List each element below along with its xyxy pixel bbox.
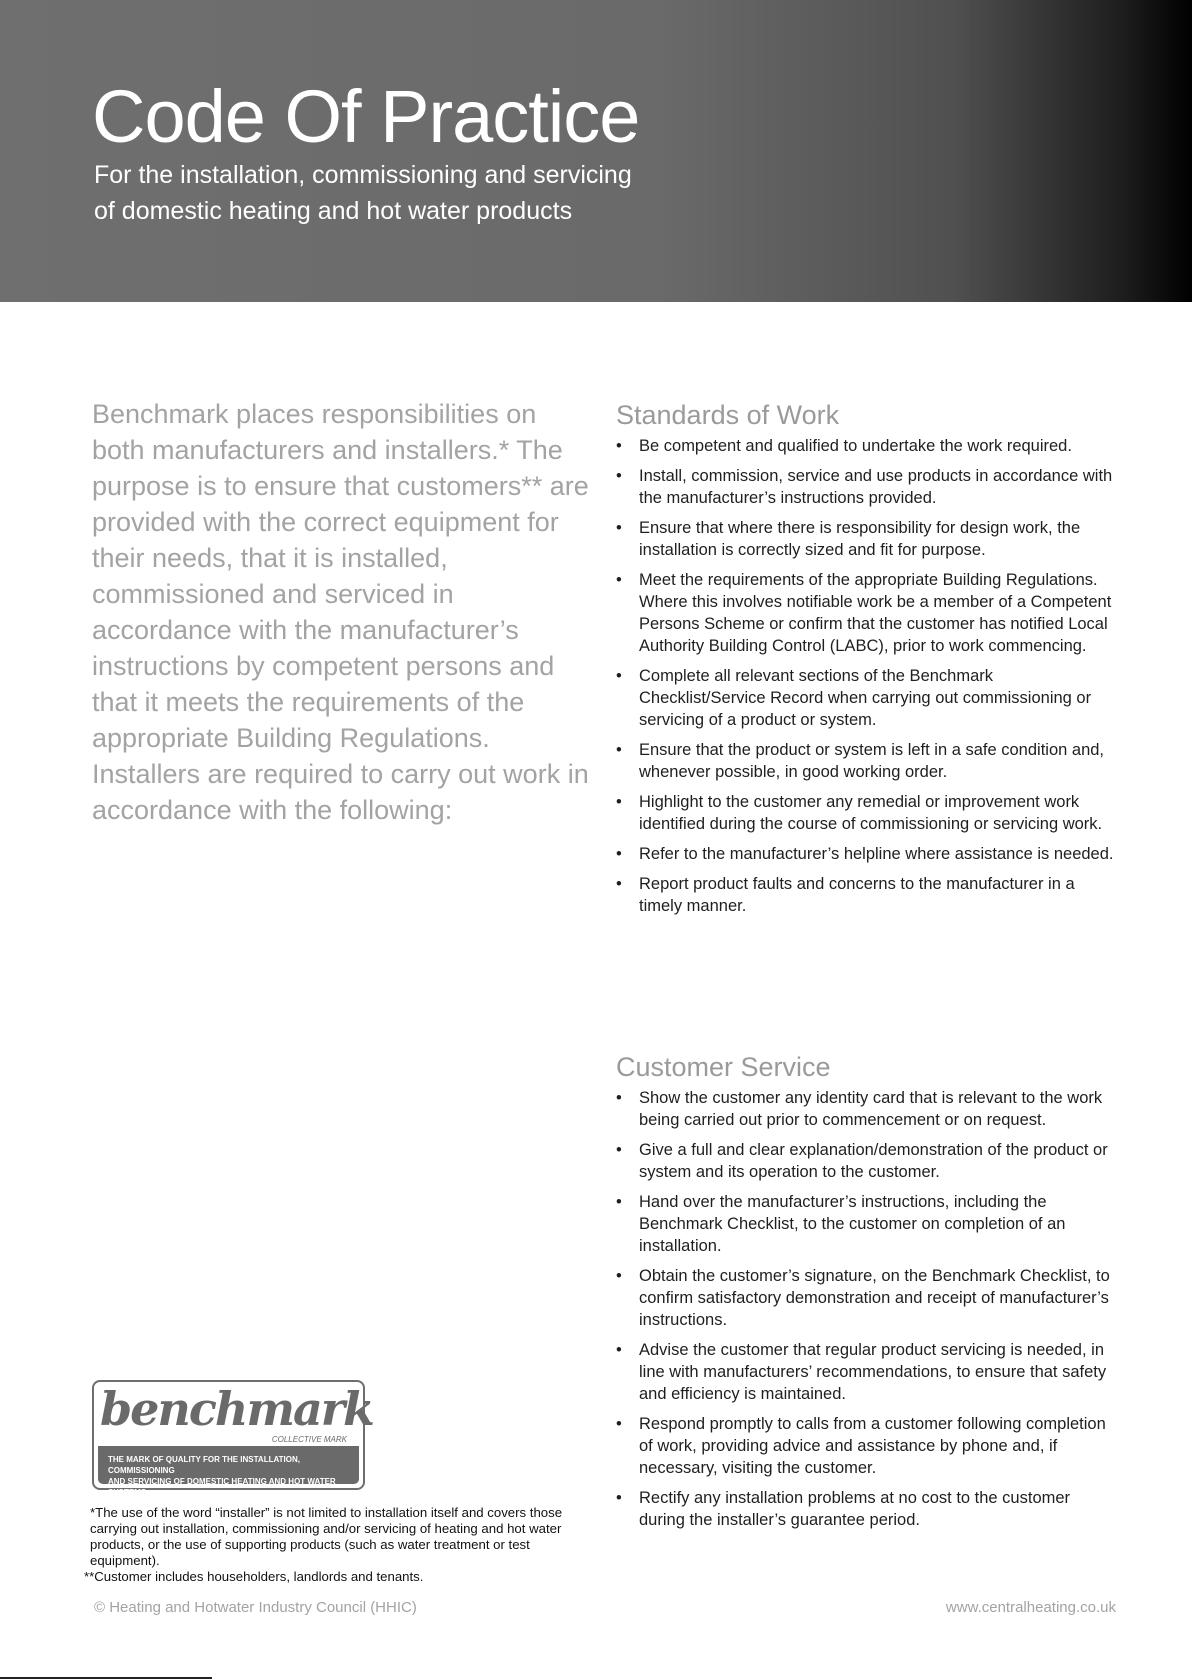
list-item-text: Hand over the manufacturer’s instructions, including the Benchmark Checklist, to the customer on completion of an installation. [639,1193,1066,1255]
benchmark-logo [92,1380,373,1497]
list-item-text: Complete all relevant sections of the Benchmark Checklist/Service Record when carrying out commissioning or servicing of a product or system. [639,667,1092,729]
footnotes [84,1505,584,1585]
subtitle-line-1: For the installation, commissioning and servicing [94,161,632,189]
list-item-text: Show the customer any identity card that is relevant to the work being carried out prior to commencement or on request. [639,1089,1103,1129]
list-item-text: Install, commission, service and use products in accordance with the manufacturer’s instructions provided. [639,467,1113,507]
list-item [616,1087,1116,1131]
standards-of-work-section [616,398,1116,925]
bullet-icon: • [616,1267,622,1285]
bottom-rule [0,1677,212,1679]
logo-tagline [98,1446,359,1497]
list-item-text: Advise the customer that regular product servicing is needed, in line with manufacturers’ recommendations, to ensure that safety and efficiency is maintained. [639,1341,1107,1403]
bullet-icon: • [616,571,622,589]
list-item-text: Respond promptly to calls from a customer following completion of work, providing advice and assistance by phone and, if necessary, visiting the customer. [639,1415,1106,1477]
page-title: Code Of Practice [92,75,640,158]
footnote-installer: *The use of the word “installer” is not limited to installation itself and covers those carrying out installation, commissioning and/or servicing of heating and hot water products, or the use of supporting products (such as water treatment or test equipment). [90,1505,563,1568]
website-link[interactable]: www.centralheating.co.uk [945,1599,1116,1616]
standards-heading: Standards of Work [616,400,840,430]
list-item [616,517,1116,561]
list-item [616,873,1116,917]
bullet-icon: • [616,1089,622,1107]
list-item-text: Give a full and clear explanation/demonstration of the product or system and its operation to the customer. [639,1141,1108,1181]
list-item-text: Refer to the manufacturer’s helpline where assistance is needed. [639,845,1114,863]
list-item [616,465,1116,509]
header-banner [0,0,1192,302]
bullet-icon: • [616,519,622,537]
bullet-icon: • [616,1415,622,1433]
list-item-text: Be competent and qualified to undertake the work required. [639,437,1072,455]
list-item-text: Meet the requirements of the appropriate Building Regulations. Where this involves notifiable work be a member of a Competent Persons Scheme or confirm that the customer has notified Local Authority Building Control (LABC), prior to work commencing. [639,571,1112,655]
intro-paragraph: Benchmark places responsibilities on both manufacturers and installers.* The purpose is to ensure that customers** are provided with the correct equipment for their needs, that it is installed, commissioned and serviced in accordance with the manufacturer’s instructions by competent persons and that it meets the requirements of the appropriate Building Regulations. Installers are required to carry out work in accordance with the following: [92,399,589,825]
bullet-icon: • [616,467,622,485]
list-item [616,1265,1116,1331]
logo-collective-mark: COLLECTIVE MARK [271,1435,347,1444]
bullet-icon: • [616,1489,622,1507]
list-item-text: Ensure that where there is responsibility for design work, the installation is correctly sized and fit for purpose. [639,519,1081,559]
list-item-text: Ensure that the product or system is left in a safe condition and, whenever possible, in good working order. [639,741,1105,781]
logo-tagline-line-2: AND SERVICING OF DOMESTIC HEATING AND HOT WATER SYSTEMS [108,1477,336,1497]
customer-service-section [616,1050,1116,1539]
list-item-text: Report product faults and concerns to the manufacturer in a timely manner. [639,875,1075,915]
bullet-icon: • [616,437,622,455]
list-item-text: Highlight to the customer any remedial or improvement work identified during the course of commissioning or servicing work. [639,793,1103,833]
logo-tagline-line-1: THE MARK OF QUALITY FOR THE INSTALLATION, COMMISSIONING [108,1455,300,1475]
list-item [616,1413,1116,1479]
bullet-icon: • [616,1341,622,1359]
bullet-icon: • [616,1193,622,1211]
bullet-icon: • [616,875,622,893]
list-item [616,843,1116,865]
list-item [616,1487,1116,1531]
footnote-customer: **Customer includes householders, landlords and tenants. [84,1569,424,1584]
standards-list [616,435,1116,917]
logo-wordmark: benchmark [100,1382,373,1436]
copyright-text: © Heating and Hotwater Industry Council (HHIC) [94,1599,417,1616]
list-item [616,791,1116,835]
list-item [616,1139,1116,1183]
bullet-icon: • [616,667,622,685]
list-item [616,435,1116,457]
list-item [616,1191,1116,1257]
list-item [616,739,1116,783]
bullet-icon: • [616,1141,622,1159]
bullet-icon: • [616,741,622,759]
list-item [616,1339,1116,1405]
list-item-text: Rectify any installation problems at no cost to the customer during the installer’s guarantee period. [639,1489,1071,1529]
bullet-icon: • [616,845,622,863]
list-item [616,665,1116,731]
page-subtitle [94,157,734,229]
customer-heading: Customer Service [616,1052,831,1082]
bullet-icon: • [616,793,622,811]
list-item [616,569,1116,657]
list-item-text: Obtain the customer’s signature, on the Benchmark Checklist, to confirm satisfactory demonstration and receipt of manufacturer’s instructions. [639,1267,1110,1329]
customer-list [616,1087,1116,1531]
subtitle-line-2: of domestic heating and hot water products [94,197,573,225]
